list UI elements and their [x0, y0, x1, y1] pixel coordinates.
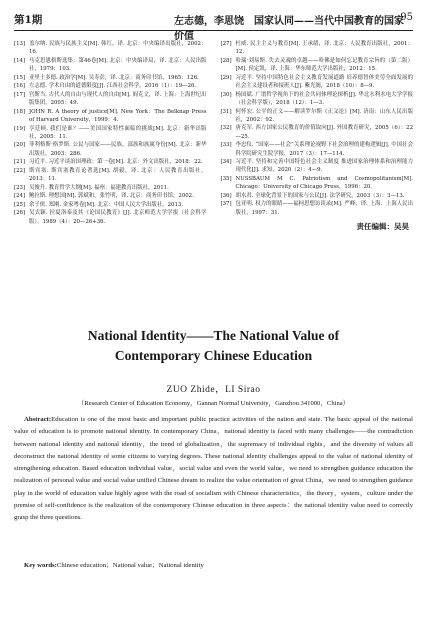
- reference-number: [16]: [14, 83, 26, 90]
- english-title: [0, 326, 427, 366]
- reference-item: [14, 108, 207, 125]
- reference-number: [13]: [14, 41, 26, 47]
- reference-item: [221, 141, 414, 158]
- reference-number: [20]: [14, 142, 26, 149]
- reference-item: [221, 192, 414, 200]
- reference-item: [14, 141, 207, 158]
- reference-number: [32]: [220, 125, 232, 132]
- reference-text: 斯宾塞. 斯宾塞教育论著选[M]. 胡毅，译. 北京：人民教育出版社，2013：11.: [29, 167, 207, 183]
- reference-number: [22]: [14, 167, 26, 174]
- english-abstract: [14, 414, 413, 525]
- reference-text: 习近平. 习近平谈治国理政：第一卷[M]. 北京：外文出版社，2018：22.: [29, 159, 203, 166]
- reference-item: [221, 108, 414, 125]
- reference-number: [25]: [14, 201, 26, 208]
- reference-text: 吴俊升. 教育哲学大纲[M]. 福州：福建教育出版社，2011.: [29, 184, 169, 191]
- reference-text: 胡水君. 全球化背景下的国家与公民[J]. 法学研究，2003（3）：3—13.: [235, 192, 405, 199]
- reference-column-left: [14, 40, 207, 232]
- reference-text: 杜威. 民主主义与教育[M]. 王承绪，译. 北京：人民教育出版社，2001：12.: [235, 41, 413, 56]
- reference-text: NUSSBAUM M C. Patriotism and Cosmopolitanism[M]. Chicago：University of Chicago Press，1996：20.: [235, 176, 413, 191]
- reference-number: [36]: [220, 192, 232, 199]
- issue-number: 第1期: [14, 14, 43, 26]
- reference-number: [29]: [220, 74, 232, 81]
- reference-number: [33]: [220, 142, 232, 149]
- page-number: 95: [400, 12, 413, 23]
- keywords-label: Key words:: [24, 562, 57, 569]
- abstract-label: Abstract:: [24, 416, 52, 423]
- reference-text: 习近平. 坚持中国特色社会主义教育发展道路 培养德智体美劳全面发展的社会主义建设者和接班人[J]. 紫光阁，2018（10）：8—9.: [235, 74, 413, 90]
- reference-item: [14, 184, 207, 192]
- reference-item: [221, 91, 414, 108]
- reference-text: 吴式颖. 拉夏洛泰及其《论国民教育》[J]. 北京师范大学学报（社会科学版），1989（4）：20—26+36.: [29, 210, 207, 225]
- reference-item: [14, 158, 207, 166]
- reference-number: [26]: [14, 210, 26, 217]
- reference-text: 鲍拉斯. 理想国[M]. 郭斌和，张竹明，译. 北京：商务印书馆，2002.: [29, 193, 194, 200]
- reference-item: [221, 200, 414, 217]
- reference-number: [19]: [14, 125, 26, 132]
- english-keywords: [14, 559, 413, 569]
- header-rule: [14, 30, 413, 31]
- reference-text: 亚里士多德. 政治学[M]. 吴寿彭，译. 北京：商务印书馆，1965：126.: [29, 74, 199, 81]
- reference-item: [221, 57, 414, 74]
- reference-number: [35]: [220, 176, 232, 182]
- responsible-editor: 责任编辑：吴昊: [356, 222, 409, 232]
- reference-text: 李忠仪. “国家——社会”关系理论视野下社会治理的建构逻辑[J]. 中国社会科学院研究生院学报，2017（3）：17—114.: [235, 142, 413, 157]
- reference-item: [221, 74, 414, 91]
- english-title-line-1: National Identity——The National Value of: [87, 328, 340, 343]
- running-title: 左志德，李思饶 国家认同——当代中国教育的国家价值: [174, 16, 404, 42]
- reference-item: [14, 91, 207, 108]
- reference-text: 菲利格斯·格罗斯. 公民与国家——民族、部族和族属身份[M]. 北京：新华出版社，2003：286.: [29, 142, 207, 157]
- reference-number: [30]: [220, 91, 232, 98]
- reference-item: [221, 124, 414, 141]
- reference-text: JOHN R. A theory of justice[M]. New York：The Belknap Press of Harvard University，1999：4.: [29, 108, 207, 124]
- reference-text: 包亚明. 权力的眼睛——福柯思想访谈录[M]. 严峰，译. 上海：上海人民出版社，1997：31.: [235, 201, 413, 216]
- reference-item: [14, 209, 207, 226]
- reference-text: 哈瑞·刘易斯. 失去灵魂的卓越——哈佛是如何忘记教育宗旨的（第二版）[M]. 侯定凯，译. 上海：华东师范大学出版社，2012：15.: [235, 57, 413, 73]
- reference-item: [14, 167, 207, 184]
- reference-text: 余子侠. 郑刚. 金家粤卷[M]. 北京：中国人民大学出版社，2013.: [29, 201, 184, 208]
- reference-number: [21]: [14, 159, 26, 166]
- reference-item: [14, 192, 207, 200]
- reference-item: [14, 201, 207, 209]
- reference-item: [14, 125, 207, 142]
- reference-item: [14, 40, 207, 57]
- reference-number: [37]: [220, 201, 232, 208]
- reference-number: [27]: [220, 41, 232, 47]
- reference-number: [17]: [14, 91, 26, 98]
- reference-item: [221, 158, 414, 175]
- reference-text: 马克思恩格斯选集：第46卷[M]. 北京：中央编译局，译. 北京：人民出版社，1979：103.: [29, 57, 207, 73]
- reference-text: 亨廷顿. 我们是谁？——美国国家特性面临的挑战[M]. 北京：新华出版社，2005：11.: [29, 125, 207, 140]
- reference-text: 杨国斌. 广谱哲学视角下的社会共同体理论探析[J]. 华北水利水电大学学报（社会科学版），2018（12）：1—3.: [235, 91, 413, 106]
- running-header: [14, 8, 413, 42]
- english-title-line-2: Contemporary Chinese Education: [114, 348, 313, 363]
- reference-item: [221, 175, 414, 192]
- abstract-text: Education is one of the most basic and important public practice activities of the nation and state. The basic appeal of the national value of education is to promote national identity. In contemporary China，national identity is faced with many challenges——the contradiction between national identity and national identity，the trend of globalization，the supremacy of individual rights，and the diversity of values all deconstruct the national identity of some citizens to varying degrees. These national identity challenges appeal to the value of national identity of strengthening education. Based education individual value，social value and even the world value，we need to strengthen guidance education the realization of personal value and social value unified Chinese dream to realize the value orientation of great China，we need to strengthen guidance play in the world of education value highly agree with the road of socialism with Chinese characteristics，the theory，system，culture under the premise of self-confidence is the realization of the contemporary Chinese education in three aspects：the national identity value need to correctly grasp the three questions.: [14, 416, 413, 522]
- reference-column-right: [221, 40, 414, 232]
- reference-number: [34]: [220, 159, 232, 166]
- reference-number: [31]: [220, 108, 232, 115]
- english-affiliation: （Research Center of Education Economy，Gannan Normal University，Ganzhou 341000，China）: [77, 400, 350, 407]
- reference-text: 唐克军. 西方国家公民教育的价值取向[J]. 外国教育研究，2005（6）：22—25.: [235, 125, 413, 140]
- reference-text: 盖尔纳. 民族与民族主义[M]. 韩红，译. 北京：中央编译出版社，2002：16.: [29, 41, 207, 56]
- reference-text: 习近平. 坚持和完善中国特色社会主义制度 推进国家治理体系和治理能力现代化[J]. 求知，2020（2）：4—9.: [235, 159, 413, 174]
- reference-text: 何怀宏. 公平的正义——解读罗尔斯《正义论》[M]. 济南：山东人民出版社，2002：92.: [235, 108, 413, 123]
- reference-text: 宫斯当. 古代人的自由与现代人的自由[M]. 阎克文，译. 上海：上海世纪出版集团，2005：49.: [29, 91, 207, 107]
- reference-item: [14, 74, 207, 82]
- reference-number: [23]: [14, 184, 26, 191]
- keywords-text: Chinese education；National value；National identity: [56, 562, 204, 569]
- reference-number: [14]: [14, 57, 26, 64]
- reference-list: [14, 40, 413, 232]
- reference-item: [221, 40, 414, 57]
- reference-number: [28]: [220, 57, 232, 64]
- reference-item: [14, 57, 207, 74]
- english-authors: ZUO Zhide，LI Sirao: [166, 385, 261, 395]
- reference-number: [24]: [14, 193, 26, 200]
- reference-number: [15]: [14, 74, 26, 81]
- reference-item: [14, 82, 207, 90]
- reference-text: 左志德. 学术自由的道德限度[J]. 江西社会科学，2016（1）：19—26.: [29, 83, 197, 90]
- reference-number: [18]: [14, 108, 26, 115]
